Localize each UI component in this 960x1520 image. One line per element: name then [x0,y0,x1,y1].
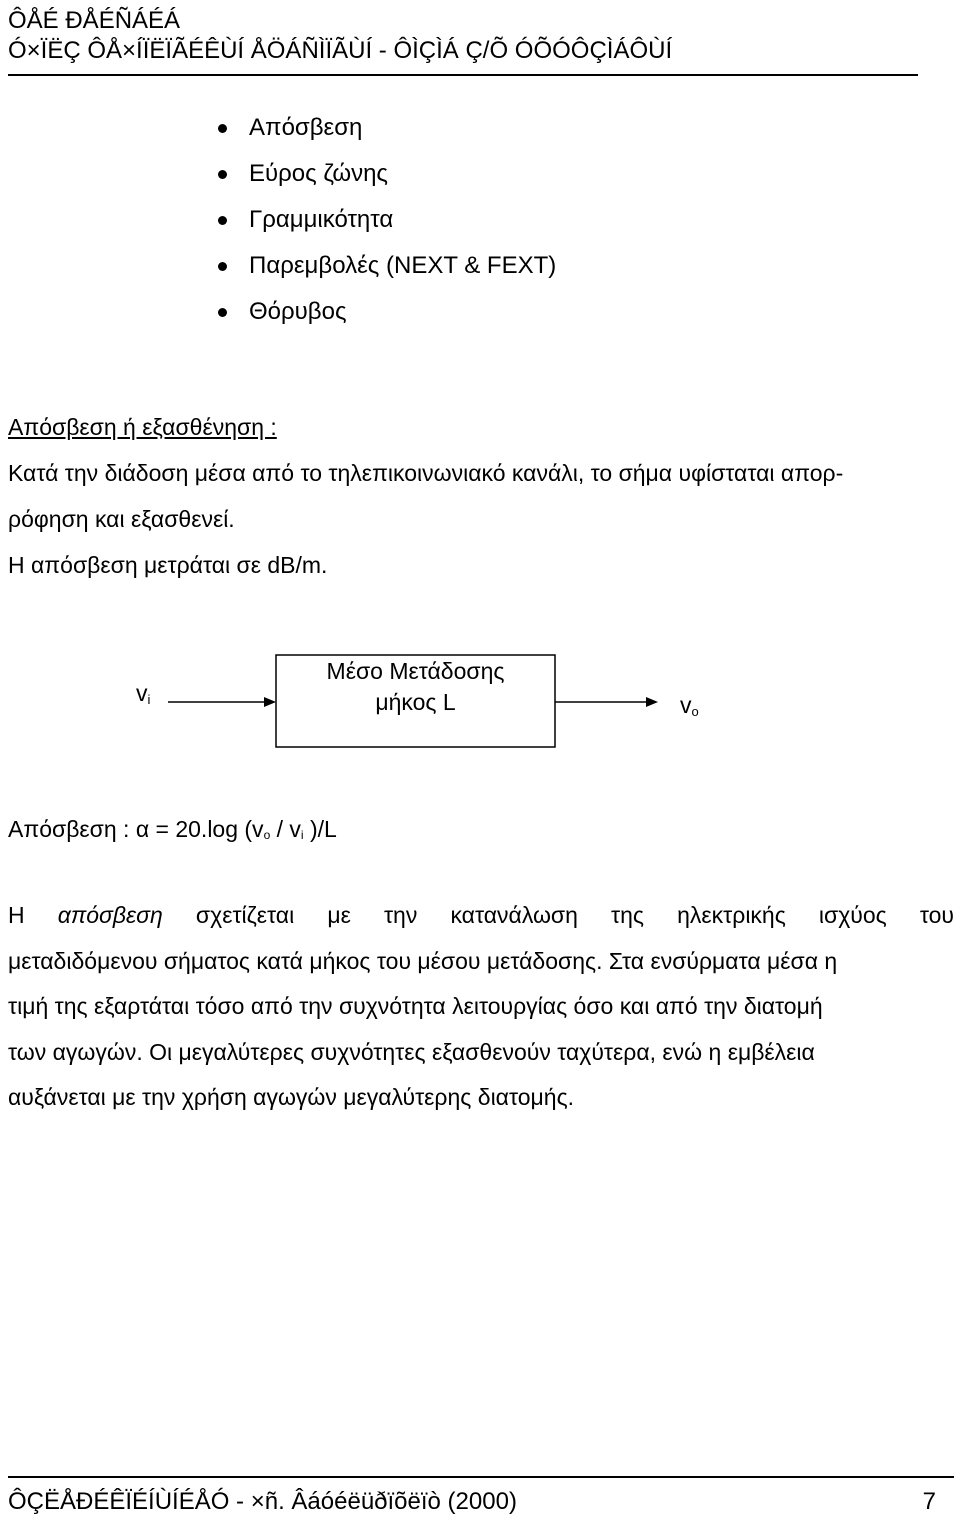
topics-bullet-list [218,105,556,335]
bullet-icon [218,216,227,225]
page-number: 7 [922,1488,936,1515]
list-item [218,289,556,335]
medium-box-text [276,656,555,718]
list-item-label: Απόσβεση [249,114,363,141]
bullet-icon [218,124,227,133]
output-arrowhead-icon [646,697,658,707]
footer-divider [8,1476,954,1478]
list-item-label: Παρεμβολές (NEXT & FEXT) [249,252,557,279]
medium-box-length: μήκος L [375,689,456,715]
list-item [218,151,556,197]
bullet-icon [218,308,227,317]
bullet-icon [218,262,227,271]
header-divider [8,74,918,76]
page-footer [8,1487,936,1517]
body-line: Η απόσβεση μετράται σε dB/m. [8,552,328,578]
list-item [218,243,556,289]
paragraph-line: των αγωγών. Οι μεγαλύτερες συχνότητες εξασθενούν ταχύτερα, ενώ η εμβέλεια [8,1038,815,1065]
header-department: Ó×ÏËÇ ÔÅ×ÍÏËÏÃÉÊÙÍ ÅÖÁÑÌÏÃÙÍ - ÔÌÇÌÁ Ç/Õ ÓÕÓÔÇÌÁÔÙÍ [8,37,673,64]
list-item [218,105,556,151]
footer-text: ÔÇËÅÐÉÊÏÉÍÙÍÉÅÓ - ×ñ. Âáóéëüðïõëïò (2000) [8,1488,517,1515]
paragraph-line: τιμή της εξαρτάται τόσο από την συχνότητα λειτουργίας όσο και από την διατομή [8,993,823,1019]
paragraph-line: Η απόσβεση σχετίζεται με την κατανάλωση της ηλεκτρικής ισχύος του [8,902,954,928]
paragraph-line: αυξάνεται με την χρήση αγωγών μεγαλύτερης διατομής. [8,1084,575,1110]
attenuation-formula: Απόσβεση : α = 20.log ($v_o / v_i$ )/L [8,816,337,842]
list-item [218,197,556,243]
emphasis-term: απόσβεση [57,902,163,928]
attenuation-paragraph [8,893,954,1121]
header-institution: ÔÅÉ ÐÅÉÑÁÉÁ [8,7,181,34]
body-line: Κατά την διάδοση μέσα από το τηλεπικοινωνιακό κανάλι, το σήμα υφίσταται απορ- [8,460,844,486]
bullet-icon [218,170,227,179]
input-arrowhead-icon [264,697,276,707]
output-voltage-label: $v_o$ [680,692,699,719]
list-item-label: Θόρυβος [249,298,347,325]
list-item-label: Εύρος ζώνης [249,160,388,187]
medium-box-title: Μέσο Μετάδοσης [326,658,505,684]
paragraph-line: μεταδιδόμενου σήματος κατά μήκος του μέσου μετάδοσης. Στα ενσύρματα μέσα η [8,947,838,974]
section-heading: Απόσβεση ή εξασθένηση : [8,414,277,440]
list-item-label: Γραμμικότητα [249,206,394,233]
input-voltage-label: $v_i$ [136,680,151,707]
body-line: ρόφηση και εξασθενεί. [8,506,235,532]
page-header [8,6,918,66]
